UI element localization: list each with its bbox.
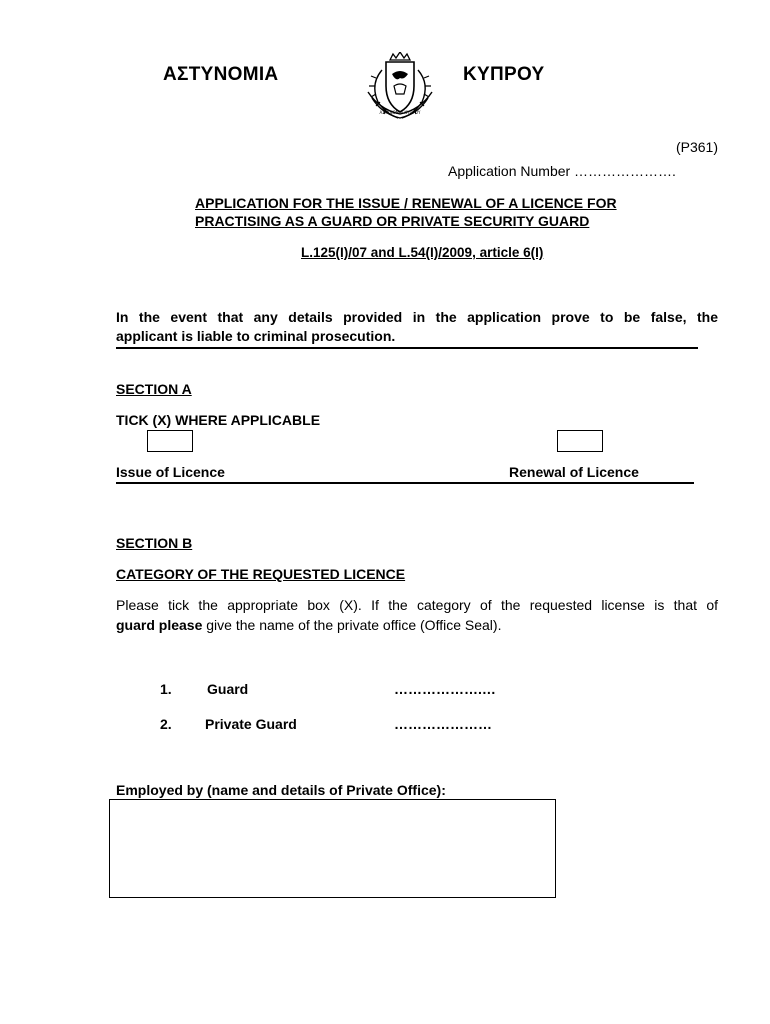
category-private-guard-field[interactable]: ………………… bbox=[394, 716, 492, 732]
warning-line1: In the event that any details provided in the application prove to be false, the bbox=[116, 309, 718, 325]
issue-licence-checkbox[interactable] bbox=[147, 430, 193, 452]
instruction-rest: give the name of the private office (Office Seal). bbox=[202, 617, 502, 633]
renewal-licence-checkbox[interactable] bbox=[557, 430, 603, 452]
header-left-title: ΑΣΤΥΝΟΜΙΑ bbox=[163, 64, 279, 85]
section-b-heading: SECTION B bbox=[116, 535, 193, 551]
police-crest-icon bbox=[360, 52, 440, 124]
section-b-instruction-line2 bbox=[116, 617, 501, 633]
section-b-subheading: CATEGORY OF THE REQUESTED LICENCE bbox=[116, 566, 406, 582]
header-right-title: ΚΥΠΡΟΥ bbox=[463, 64, 545, 85]
law-reference: L.125(I)/07 and L.54(I)/2009, article 6(I) bbox=[301, 245, 544, 260]
instruction-emphasis: guard please bbox=[116, 617, 203, 633]
section-a-heading: SECTION A bbox=[116, 381, 192, 397]
form-code: (P361) bbox=[675, 139, 718, 155]
category-number: 2. bbox=[160, 716, 172, 732]
emblem-text: ΑΣΤΥΝΟΜΙΑ ΚΥΠΡΟΥ bbox=[379, 110, 421, 115]
application-number: Application Number …………………. bbox=[448, 163, 676, 179]
category-guard-label: Guard bbox=[207, 681, 249, 697]
warning-line2: applicant is liable to criminal prosecution. bbox=[116, 328, 396, 344]
form-title-line2: PRACTISING AS A GUARD OR PRIVATE SECURITY GUARD bbox=[195, 213, 590, 229]
employed-by-label: Employed by (name and details of Private Office): bbox=[116, 782, 446, 798]
renewal-licence-label: Renewal of Licence bbox=[509, 464, 639, 480]
section-a-instruction: TICK (X) WHERE APPLICABLE bbox=[116, 412, 321, 428]
section-b-instruction-line1: Please tick the appropriate box (X). If the category of the requested license is that of bbox=[116, 597, 718, 613]
issue-licence-label: Issue of Licence bbox=[116, 464, 225, 480]
category-private-guard-label: Private Guard bbox=[205, 716, 297, 732]
section-a-divider bbox=[116, 482, 694, 484]
form-title-line1: APPLICATION FOR THE ISSUE / RENEWAL OF A LICENCE FOR bbox=[195, 195, 617, 211]
employed-by-box[interactable] bbox=[109, 799, 556, 898]
category-number: 1. bbox=[160, 681, 172, 697]
warning-divider bbox=[116, 347, 698, 349]
category-guard-field[interactable]: ……………….… bbox=[394, 681, 496, 697]
